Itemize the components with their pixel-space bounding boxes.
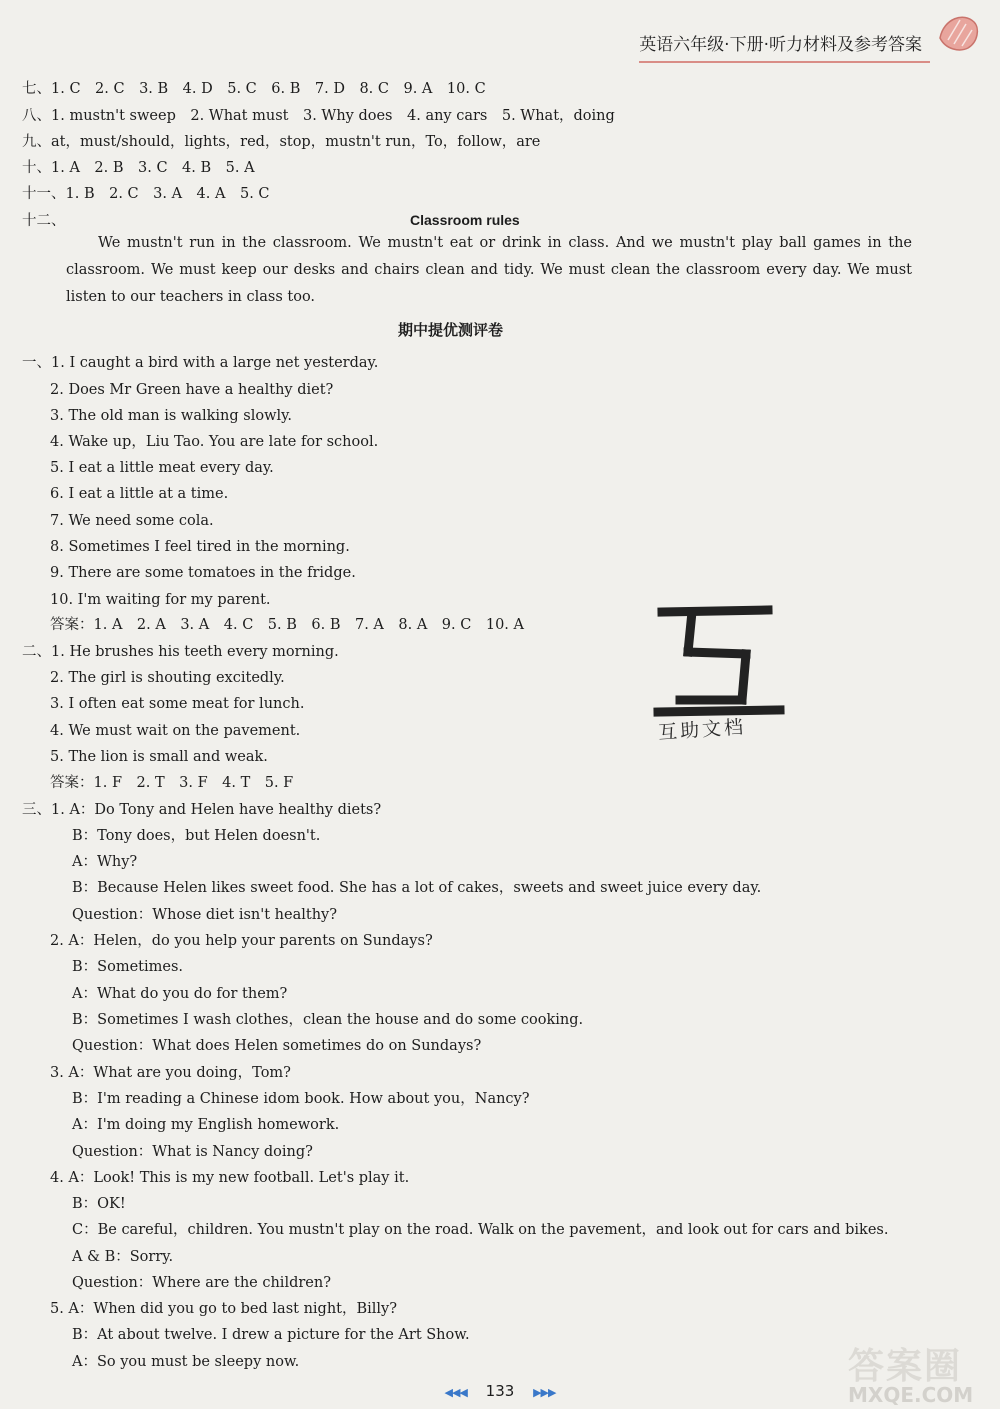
dialogue-line: 5. A：When did you go to bed last night，Billy? [50,1301,398,1317]
question-line: Question：Where are the children? [72,1275,331,1291]
question-line: Question：What does Helen sometimes do on Sundays? [72,1038,482,1054]
dialogue-line: A：I'm doing my English homework. [72,1117,340,1133]
answer-line-12: 十二、 [22,213,66,229]
dialogue-line: 三、1. A：Do Tony and Helen have healthy diets? [22,802,382,818]
dialogue-line: 4. A：Look! This is my new football. Let's play it. [50,1170,410,1186]
listening-item: 3. I often eat some meat for lunch. [50,696,305,712]
dialogue-line: 2. A：Helen，do you help your parents on Sundays? [50,933,433,949]
listening-item: 4. We must wait on the pavement. [50,723,301,739]
watermark-url: MXQE.COM [848,1383,974,1407]
question-line: Question：Whose diet isn't healthy? [72,907,337,923]
shell-decoration-icon [934,8,982,54]
dialogue-line: 3. A：What are you doing，Tom? [50,1065,291,1081]
dialogue-line: B：Because Helen likes sweet food. She has a lot of cakes，sweets and sweet juice every day. [72,880,762,896]
classroom-rules-title: Classroom rules [410,212,520,228]
answer-key-line: 答案：1. A 2. A 3. A 4. C 5. B 6. B 7. A 8. A 9. C 10. A [50,617,524,633]
answer-key-line: 答案：1. F 2. T 3. F 4. T 5. F [50,775,294,791]
dialogue-line: A & B：Sorry. [72,1249,174,1265]
dialogue-line: B：I'm reading a Chinese idom book. How about you，Nancy? [72,1091,530,1107]
dialogue-line: B：At about twelve. I drew a picture for the Art Show. [72,1327,470,1343]
listening-item: 9. There are some tomatoes in the fridge. [50,565,356,581]
classroom-rules-paragraph: We mustn't run in the classroom. We mustn't eat or drink in class. And we mustn't play ball games in the classroom. We must keep our desks and chairs clean and tidy. We must clean the classroom every day. We must listen to our teachers in class too. [66,235,912,305]
listening-item: 4. Wake up，Liu Tao. You are late for school. [50,434,379,450]
page-number: 133 [485,1382,515,1400]
listening-item: 5. I eat a little meat every day. [50,460,274,476]
dialogue-line: A：Why? [72,854,138,870]
question-line: Question：What is Nancy doing? [72,1144,313,1160]
answer-line-9: 九、at，must/should，lights，red，stop，mustn't run，To，follow，are [22,134,541,150]
header-title: 英语六年级·下册·听力材料及参考答案 [639,30,930,63]
answer-line-10: 十、1. A 2. B 3. C 4. B 5. A [22,160,255,176]
listening-item: 一、1. I caught a bird with a large net yesterday. [22,355,379,371]
dialogue-line: B：Sometimes I wash clothes，clean the house and do some cooking. [72,1012,584,1028]
dialogue-line: B：Tony does，but Helen doesn't. [72,828,321,844]
listening-item: 8. Sometimes I feel tired in the morning. [50,539,350,555]
dialogue-line: B：Sometimes. [72,959,183,975]
listening-item: 10. I'm waiting for my parent. [50,592,271,608]
listening-item: 6. I eat a little at a time. [50,486,229,502]
midterm-section-title: 期中提优测评卷 [398,321,504,339]
answer-line-7: 七、1. C 2. C 3. B 4. D 5. C 6. B 7. D 8. C 9. A 10. C [22,81,486,97]
watermark [848,1338,973,1407]
listening-item: 2. Does Mr Green have a healthy diet? [50,382,334,398]
listening-item: 5. The lion is small and weak. [50,749,268,765]
answer-line-8: 八、1. mustn't sweep 2. What must 3. Why does 4. any cars 5. What，doing [22,108,615,124]
listening-item: 7. We need some cola. [50,513,214,529]
stamp-text: 互助文档 [657,715,747,745]
watermark-logo: 答案圈 [848,1346,963,1387]
dialogue-line: A：So you must be sleepy now. [72,1354,300,1370]
answer-line-11: 十一、1. B 2. C 3. A 4. A 5. C [22,186,270,202]
prev-arrows-icon: ◀◀◀ [444,1386,467,1399]
dialogue-line: B：OK! [72,1196,126,1212]
listening-item: 二、1. He brushes his teeth every morning. [22,644,339,660]
listening-item: 2. The girl is shouting excitedly. [50,670,285,686]
listening-item: 3. The old man is walking slowly. [50,408,293,424]
dialogue-line: A：What do you do for them? [72,986,288,1002]
next-arrows-icon: ▶▶▶ [533,1386,556,1399]
dialogue-line: C：Be careful，children. You mustn't play on the road. Walk on the pavement，and look out for cars and bikes. [72,1222,889,1238]
